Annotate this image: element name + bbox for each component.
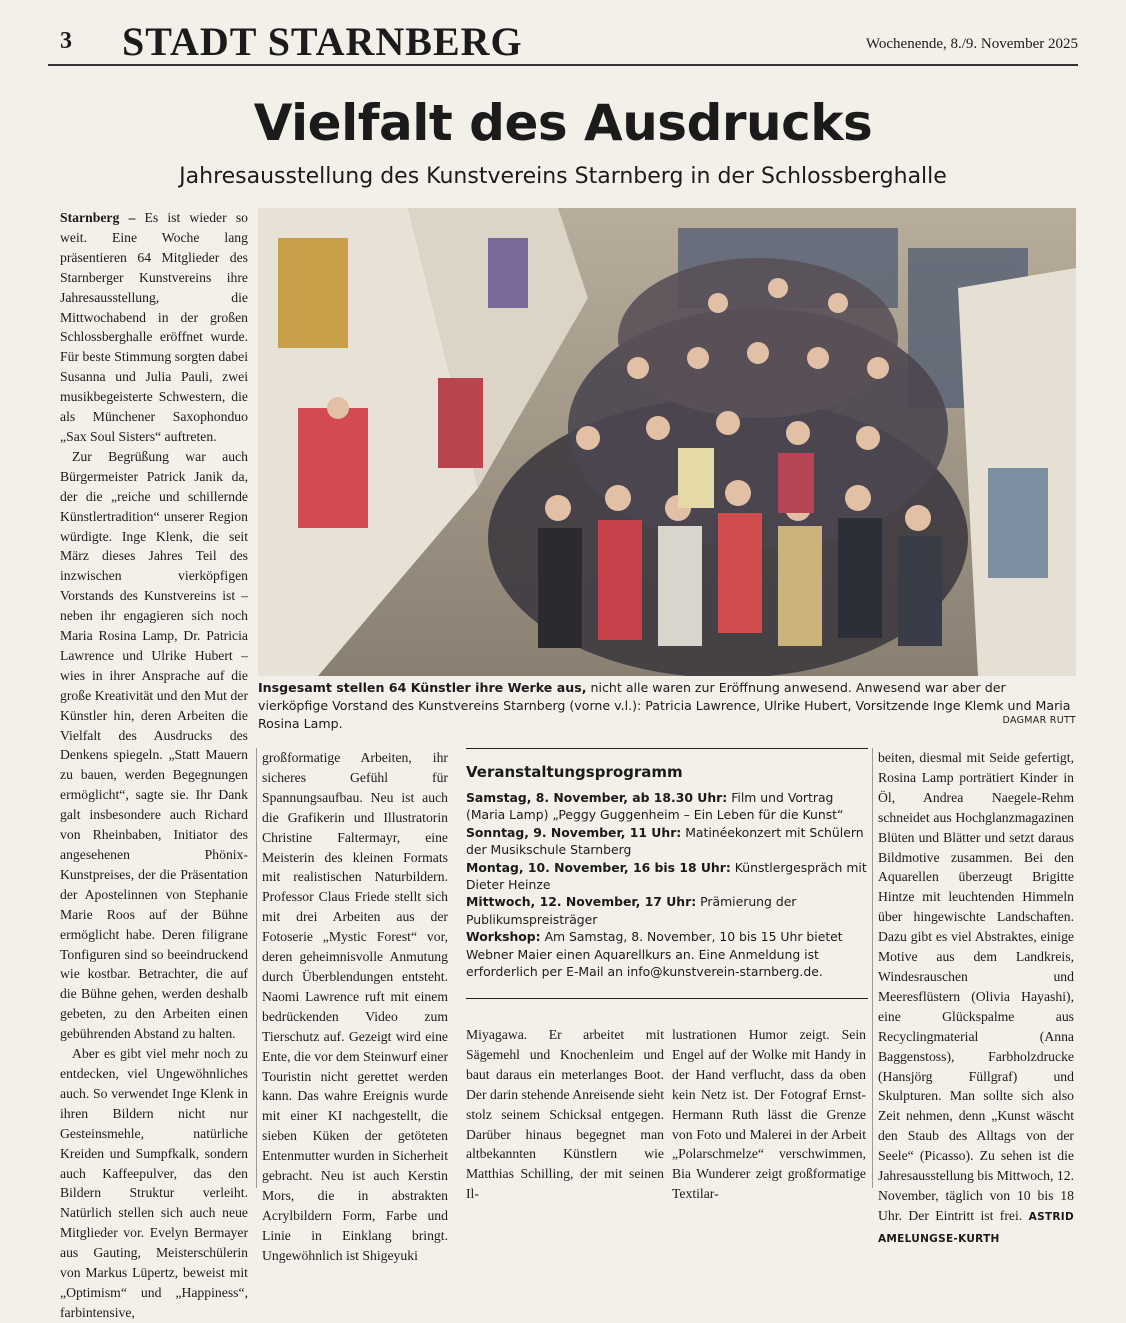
article-column-3 <box>466 1025 664 1204</box>
group-photo <box>258 208 1076 676</box>
column-divider <box>872 748 873 1188</box>
article-headline: Vielfalt des Ausdrucks <box>253 94 873 152</box>
paragraph-text: Es ist wieder so weit. Eine Woche lang präsentieren 64 Mitglieder des Starnberger Kunstvereins ihre Jahresausstellung, die Mittwochabend in der großen Schlossberghalle eröffnet wurde. Für beste Stimmung sorgten dabei Susanna und Julia Pauli, zwei musikbegeisterte Schwestern, die als Münchener Saxophonduo „Sax Soul Sisters“ auftreten. <box>60 210 249 444</box>
event-item <box>466 893 870 928</box>
event-when: Sonntag, 9. November, 11 Uhr: <box>466 824 682 840</box>
box-top-rule <box>466 748 868 749</box>
article-paragraph: Miyagawa. Er arbeitet mit Sägemehl und Knochenleim und baut daraus ein meterlanges Boot. Der darin stehende Anreisende sieht stolz seinem Schicksal entgegen. Darüber hinaus begegnet man altbekannten Künstlern wie Matthias Schilling, der mit seinen Il- <box>466 1027 664 1202</box>
article-column-2 <box>262 748 448 1266</box>
author-byline: ASTRID AMELUNGSE-KURTH <box>878 1210 1074 1245</box>
article-subheadline: Jahresausstellung des Kunstvereins Starnberg in der Schlossberghalle <box>179 164 947 189</box>
photo-illustration <box>258 208 1076 676</box>
article-column-4 <box>672 1025 866 1204</box>
paragraph-text: beiten, diesmal mit Seide gefertigt, Rosina Lamp porträtiert Kinder in Öl, Andrea Naegele-Rehm schneidet aus Hochglanzmagazinen Blüten und Blätter und setzt daraus Bildmotive zusammen. Bei den Aquarellen überzeugt Brigitte Hintze mit leuchtenden Himmeln über hingewischte Landschaften. Dazu gibt es viel Abstraktes, einige Motive aus dem Landkreis, Windesrauschen und Meeresflüstern (Olivia Hayashi), eine Glückspalme aus Recyclingmaterial (Anna Baggenstoss), Farbholzdrucke (Hansjörg Füllgraf) und Skulpturen. Man sollte sich also Zeit nehmen, denn „Kunst wäscht den Staub des Alltags von der Seele“ (Picasso). Zu sehen ist die Jahresausstellung bis Mittwoch, 12. November, täglich von 10 bis 18 Uhr. Der Eintritt ist frei. <box>878 750 1074 1223</box>
dateline: Starnberg – <box>60 210 136 225</box>
article-paragraph <box>60 208 248 447</box>
article-paragraph: lustrationen Humor zeigt. Sein Engel auf der Wolke mit Handy in der Hand verflucht, dass da oben kein Netz ist. Der Fotograf Ernst-Hermann Ruth lässt die Grenze von Foto und Malerei in der Arbeit „Polarschmelze“ verschwimmen, Bia Wunderer zeigt großformatige Textilar- <box>672 1027 866 1202</box>
article-paragraph: Zur Begrüßung war auch Bürgermeister Patrick Janik da, der die „reiche und schillernde Künstlertradition“ unserer Region würdigte. Inge Klenk, die seit März dieses Jahres Teil des inzwischen vierköpfigen Vorstands des Kunstvereins ist – neben ihr engagieren sich noch Maria Rosina Lamp, Dr. Patricia Lawrence und Ulrike Hubert – wies in ihrer Ansprache auf die große Kreativität und den Mut der Künstler hin, deren Arbeiten die Vielfalt des Ausdrucks des Denkens spiegeln. „Statt Mauern zu bauen, werden Begegnungen ermöglicht“, sagte sie. Ihr Dank galt insbesondere auch Richard von Rheinbaben, Initiator des angesehenen Phönix-Kunstpreises, der die Präsentation der Apostelinnen von Stephanie Marie Roos auf der Bühne ermöglicht habe. Deren filigrane Tonfiguren sind so beeindruckend wie kostbar. Betrachter, die auf die Bühne gehen, werden deshalb gebeten, zu den Arbeiten einen gebührenden Abstand zu halten. <box>60 448 248 1042</box>
article-paragraph <box>878 748 1074 1250</box>
page-number: 3 <box>60 28 72 54</box>
event-what: Film und Vortrag (Maria Lamp) „Peggy Guggenheim – Ein Leben für die Kunst“ <box>466 790 844 823</box>
caption-text: nicht alle waren zur Eröffnung anwesend. Anwesend war aber der vierköpfige Vorstand des Kunstvereins Starnberg (vorne v.l.): Patricia Lawrence, Ulrike Hubert, Vorsitzende Inge Klemk und Maria Rosina Lamp. <box>258 680 1071 731</box>
section-title: STADT STARNBERG <box>122 19 523 64</box>
issue-date: Wochenende, 8./9. November 2025 <box>865 36 1078 52</box>
event-when: Samstag, 8. November, ab 18.30 Uhr: <box>466 790 728 805</box>
caption-bold: Insgesamt stellen 64 Künstler ihre Werke aus, <box>258 680 587 695</box>
event-what: Matinéekonzert mit Schülern der Musikschule Starnberg <box>466 824 864 858</box>
photo-credit: DAGMAR RUTT <box>1002 715 1076 726</box>
event-item <box>466 789 870 824</box>
event-program-title: Veranstaltungsprogramm <box>466 763 683 781</box>
article-paragraph: großformatige Arbeiten, ihr sicheres Gefühl für Spannungsaufbau. Neu ist auch die Grafikerin und Illustratorin Christine Faltermayr, eine Meisterin des kleinen Formats mit realistischen Naturbildern. Professor Claus Friede stellt sich mit drei Arbeiten aus der Fotoserie „Mystic Forest“ vor, deren geheimnisvolle Anmutung durch Überblendungen entsteht. Naomi Lawrence ruft mit einem bedrückenden Video zum Tierschutz auf. Gezeigt wird eine Ente, die vor dem Steinwurf einer Touristin nicht gerettet werden kann. Das wahre Ereignis wurde mit einer KI nachgestellt, die sieben Küken der getöteten Entenmutter wurden in Sicherheit gebracht. Neu ist auch Kerstin Mors, die in abstrakten Acrylbildern Form, Farbe und Linie in Einklang bringt. Ungewöhnlich ist Shigeyuki <box>262 750 448 1263</box>
event-when: Montag, 10. November, 16 bis 18 Uhr: <box>466 859 731 875</box>
photo-caption <box>258 679 1076 733</box>
article-paragraph: Aber es gibt viel mehr noch zu entdecken, viel Ungewöhnliches auch. So verwendet Inge Klenk in ihren Bildern nicht nur Gesteinsmehle, natürliche Kreiden und Sumpfkalk, sondern auch Kaffeepulver, das den Bildern Struktur verleiht. Natürlich stellen sich auch neue Mitglieder vor. Evelyn Bermayer aus Gauting, Meisterschülerin von Markus Lüpertz, beweist mit „Optimism“ und „Happiness“, farbintensive, <box>60 1046 248 1320</box>
header-divider <box>48 64 1078 66</box>
box-bottom-rule <box>466 998 868 999</box>
page-header <box>60 14 1078 64</box>
event-what: Prämierung der Publikumspreisträger <box>466 894 797 927</box>
event-item <box>466 928 870 980</box>
column-divider <box>256 748 257 1188</box>
event-when: Mittwoch, 12. November, 17 Uhr: <box>466 894 697 910</box>
event-what: Künstlergespräch mit Dieter Heinze <box>466 859 867 893</box>
event-when: Workshop: <box>466 929 541 945</box>
event-program-box <box>466 748 870 1006</box>
event-item <box>466 859 870 894</box>
article-column-5 <box>878 748 1074 1250</box>
event-what: Am Samstag, 8. November, 10 bis 15 Uhr bietet Webner Maier einen Aquarellkurs an. Eine Anmeldung ist erforderlich per E-Mail an info@kunstverein-starnberg.de. <box>466 929 843 980</box>
article-column-1 <box>60 208 248 1323</box>
event-item <box>466 824 870 859</box>
